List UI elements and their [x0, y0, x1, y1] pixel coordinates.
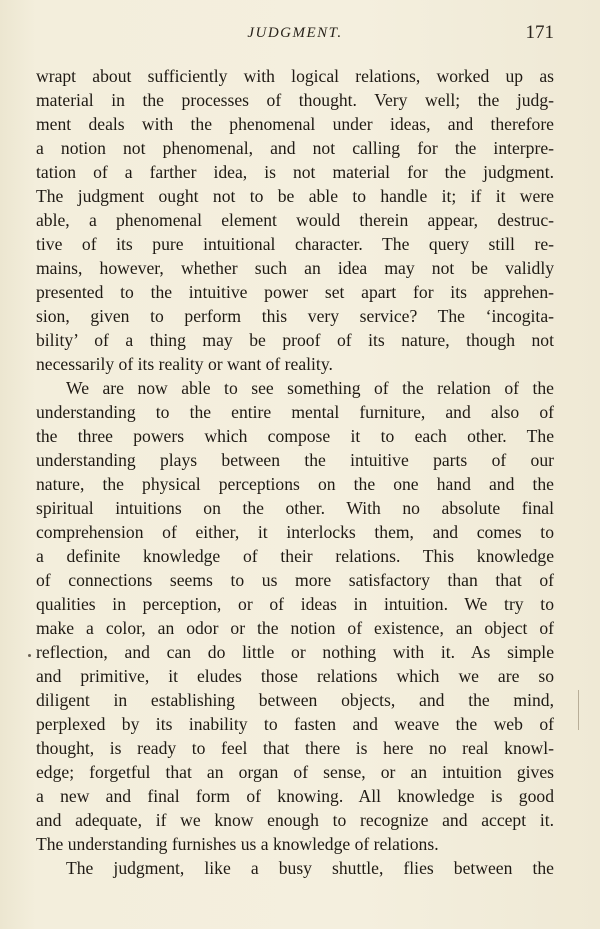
text-line: tive of its pure intuitional character. The query still re-: [36, 234, 554, 254]
text-line: qualities in perception, or of ideas in intuition. We try to: [36, 594, 554, 614]
text-line: The understanding furnishes us a knowledge of relations.: [36, 834, 439, 854]
text-line: presented to the intuitive power set apart for its apprehen-: [36, 282, 554, 302]
text-line: a definite knowledge of their relations. This knowledge: [36, 546, 554, 566]
text-line: understanding plays between the intuitive parts of our: [36, 450, 554, 470]
text-line: The judgment ought not to be able to handle it; if it were: [36, 186, 554, 206]
text-line: edge; forgetful that an organ of sense, or an intuition gives: [36, 762, 554, 782]
running-title: JUDGMENT.: [247, 25, 343, 41]
text-line: a new and final form of knowing. All knowledge is good: [36, 786, 554, 806]
text-line: bility’ of a thing may be proof of its nature, though not: [36, 330, 554, 350]
paragraph-1: [36, 64, 554, 376]
text-line: ment deals with the phenomenal under ideas, and therefore: [36, 114, 554, 134]
text-line: understanding to the entire mental furniture, and also of: [36, 402, 554, 422]
text-line: diligent in establishing between objects, and the mind,: [36, 690, 554, 710]
text-line: necessarily of its reality or want of reality.: [36, 354, 333, 374]
text-line: of connections seems to us more satisfactory than that of: [36, 570, 554, 590]
text-line: material in the processes of thought. Very well; the judg-: [36, 90, 554, 110]
paragraph-3: [36, 856, 554, 880]
body-text: [36, 64, 554, 880]
text-line: spiritual intuitions on the other. With no absolute final: [36, 498, 554, 518]
text-line: the three powers which compose it to each other. The: [36, 426, 554, 446]
text-line: tation of a farther idea, is not material for the judgment.: [36, 162, 554, 182]
paper-speck: [28, 654, 31, 657]
text-line: wrapt about sufficiently with logical relations, worked up as: [36, 66, 554, 86]
text-line: thought, is ready to feel that there is here no real knowl-: [36, 738, 554, 758]
text-line: nature, the physical perceptions on the one hand and the: [36, 474, 554, 494]
text-line: and adequate, if we know enough to recognize and accept it.: [36, 810, 554, 830]
page-number: 171: [525, 22, 554, 43]
text-line: mains, however, whether such an idea may not be validly: [36, 258, 554, 278]
page-header: [36, 22, 554, 46]
paper-edge-mark: [578, 690, 579, 730]
text-line: The judgment, like a busy shuttle, flies between the: [66, 858, 554, 878]
text-line: sion, given to perform this very service? The ‘incogita-: [36, 306, 554, 326]
text-line: We are now able to see something of the relation of the: [66, 378, 554, 398]
text-line: perplexed by its inability to fasten and weave the web of: [36, 714, 554, 734]
text-line: reflection, and can do little or nothing with it. As simple: [36, 642, 554, 662]
text-line: comprehension of either, it interlocks them, and comes to: [36, 522, 554, 542]
text-line: a notion not phenomenal, and not calling for the interpre-: [36, 138, 554, 158]
text-line: make a color, an odor or the notion of existence, an object of: [36, 618, 554, 638]
paragraph-2: [36, 376, 554, 856]
text-line: able, a phenomenal element would therein appear, destruc-: [36, 210, 554, 230]
text-line: and primitive, it eludes those relations which we are so: [36, 666, 554, 686]
